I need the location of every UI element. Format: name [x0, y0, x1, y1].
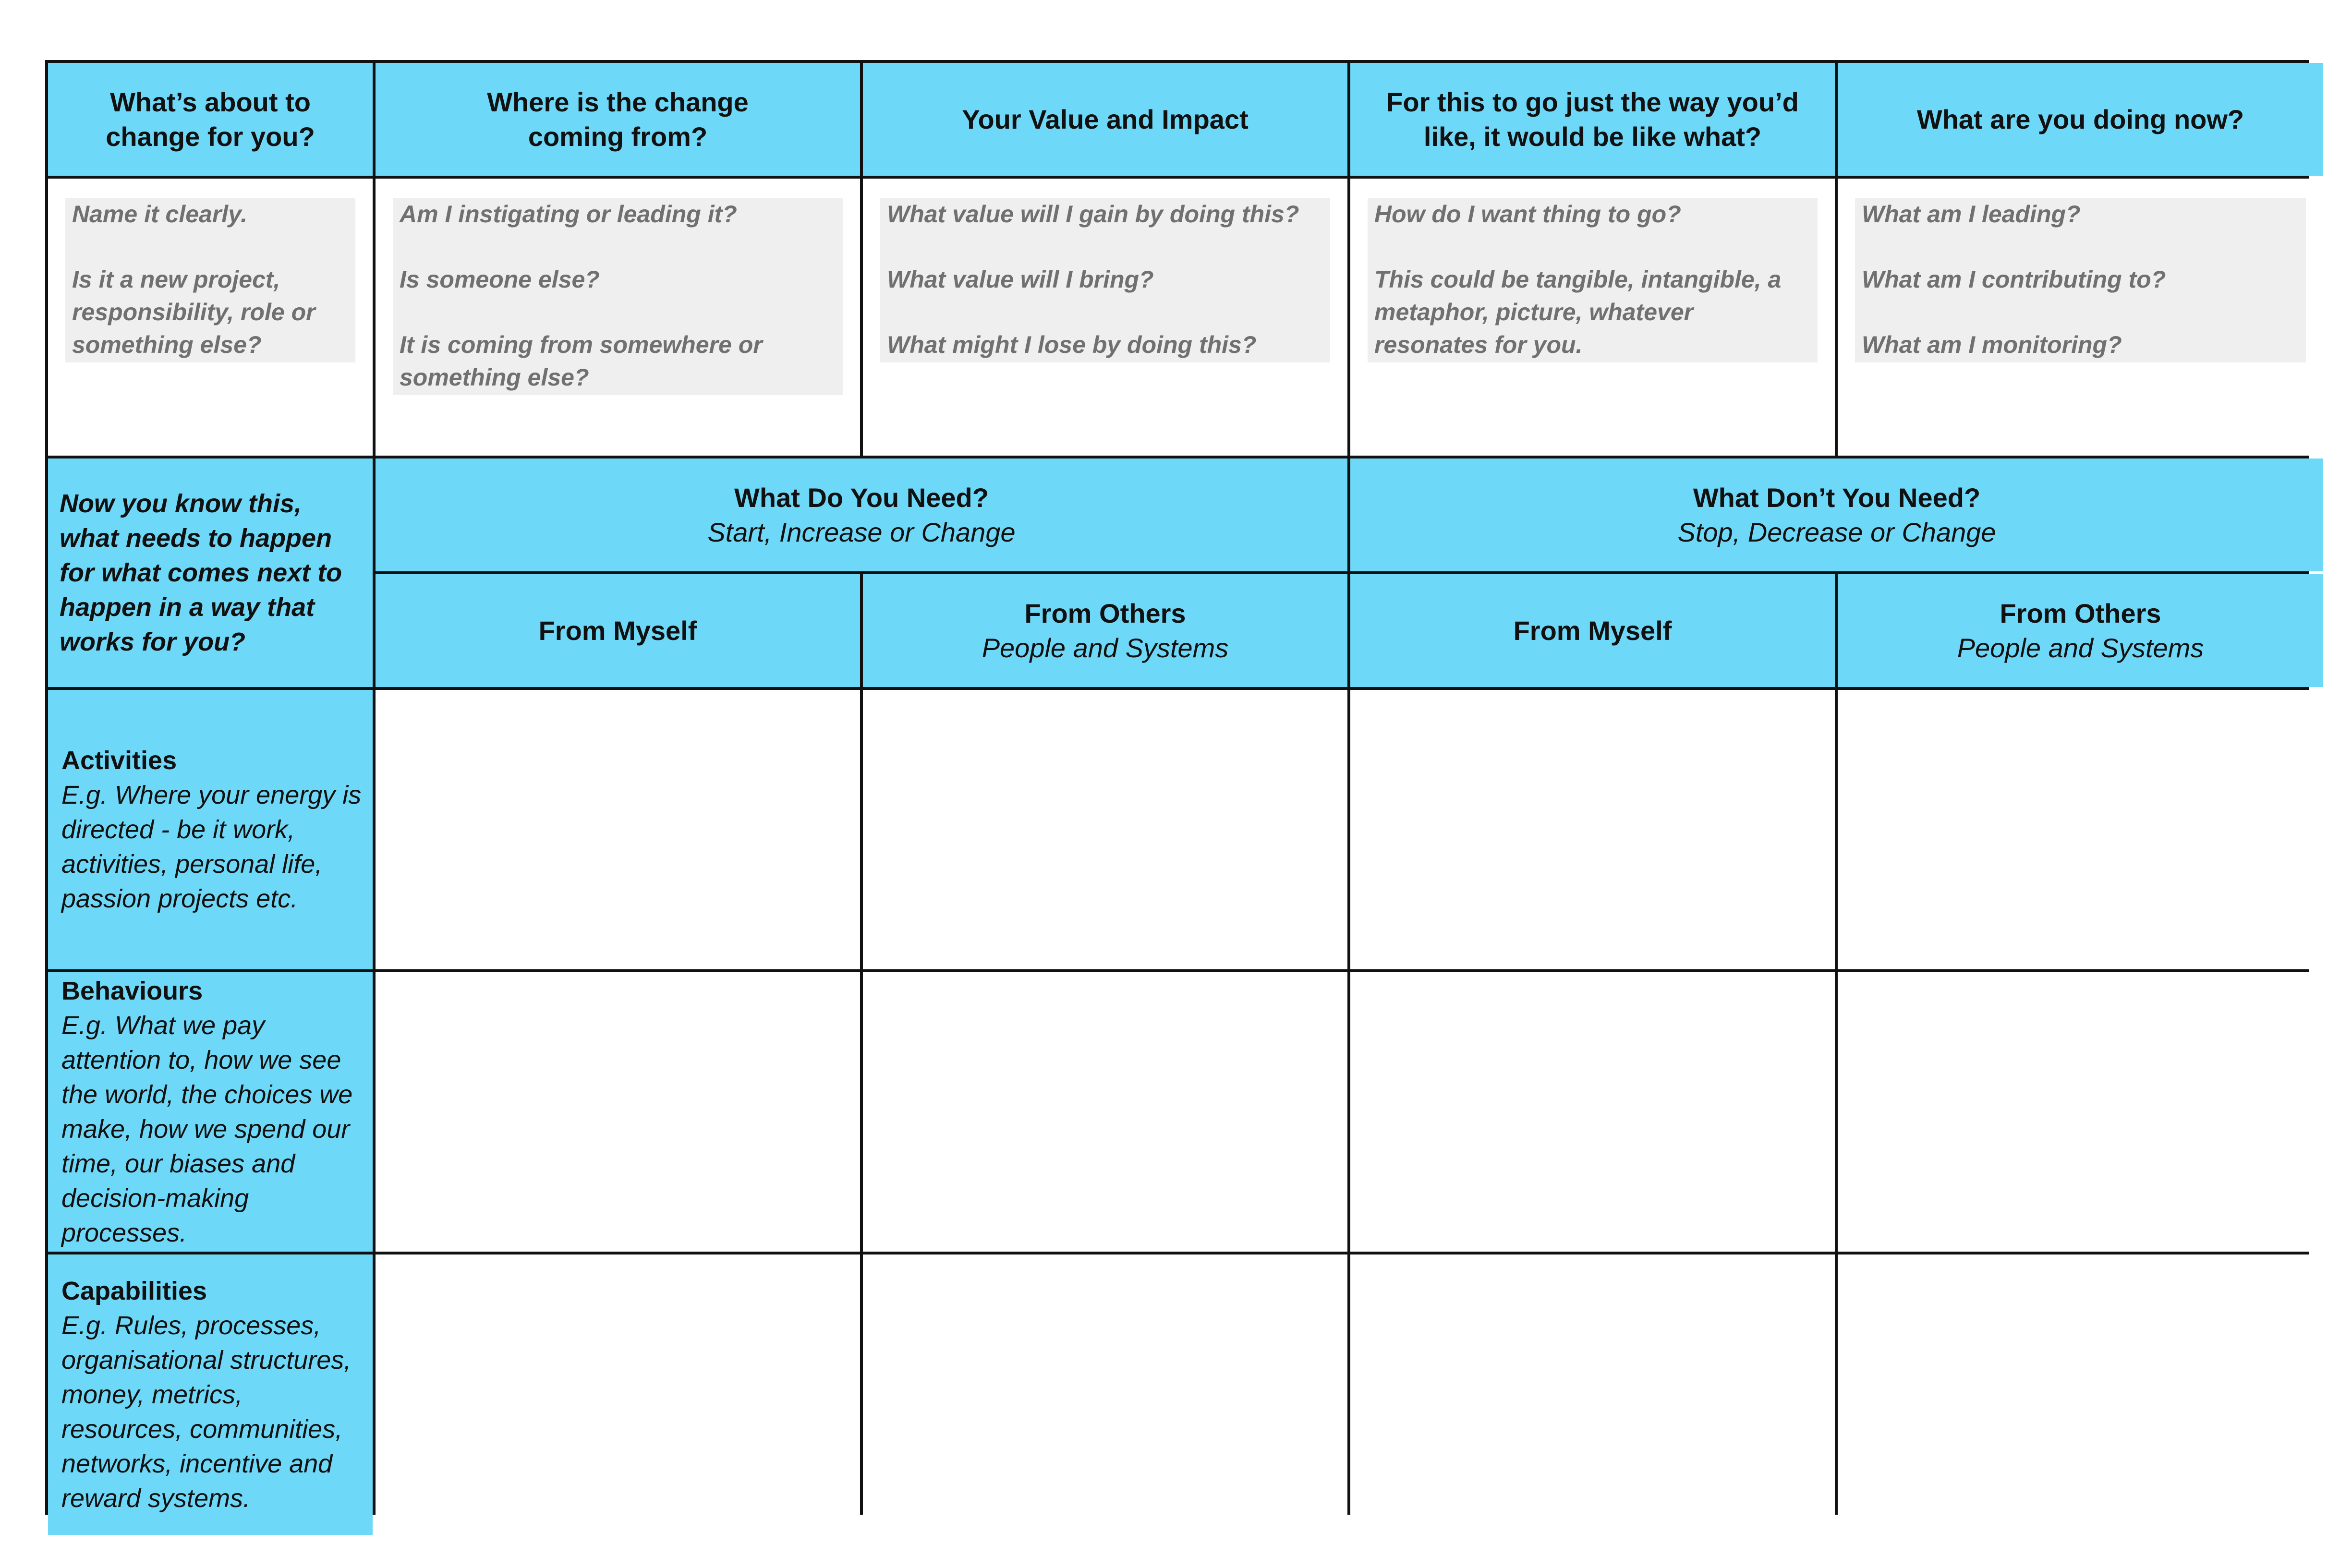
row-description: E.g. Where your energy is directed - be it work, activities, personal life, passion projects etc.: [61, 781, 362, 913]
row-title: Capabilities: [61, 1277, 207, 1305]
header-where-change-coming-from: [376, 63, 860, 176]
side-question-text: Now you know this, what needs to happen for what comes next to happen in a way that works for you?: [60, 489, 342, 656]
subheader-sublabel: People and Systems: [1957, 632, 2204, 663]
prompt-box: [65, 198, 355, 362]
prompt-line: What value will I gain by doing this?: [887, 201, 1299, 228]
prompt-line: Am I instigating or leading it?: [400, 201, 737, 228]
header-label: What’s about to change for you?: [106, 86, 315, 152]
dont-need-subtitle: Stop, Decrease or Change: [1677, 517, 1996, 547]
prompt-box: [393, 198, 843, 395]
entry-cell[interactable]: [863, 690, 1347, 969]
prompt-box: [880, 198, 1330, 362]
prompt-line: It is coming from somewhere or something else?: [400, 331, 763, 391]
header-what-dont-you-need: [1350, 458, 2323, 571]
header-what-do-you-need: [376, 458, 1347, 571]
entry-cell[interactable]: [1838, 972, 2323, 1252]
header-how-it-would-go: [1350, 63, 1835, 176]
header-label: What are you doing now?: [1916, 104, 2244, 134]
subheader-dont-need-from-myself: [1350, 574, 1835, 687]
row-description: E.g. What we pay attention to, how we see the world, the choices we make, how we spend our time, our biases and decision-making processes.: [61, 1011, 353, 1247]
subheader-label: From Others: [2000, 598, 2161, 628]
subheader-sublabel: People and Systems: [982, 632, 1229, 663]
subheader-label: From Others: [1024, 598, 1186, 628]
header-what-doing-now: [1838, 63, 2323, 176]
prompt-cell-now[interactable]: [1838, 179, 2323, 456]
prompt-box: [1855, 198, 2306, 362]
prompt-box: [1368, 198, 1818, 362]
header-value-and-impact: [863, 63, 1347, 176]
subheader-label: From Myself: [538, 615, 697, 646]
need-title: What Do You Need?: [734, 482, 989, 513]
prompt-line: What value will I bring?: [887, 266, 1154, 293]
need-subtitle: Start, Increase or Change: [707, 517, 1016, 547]
header-whats-about-to-change: [48, 63, 373, 176]
entry-cell[interactable]: [863, 972, 1347, 1252]
header-label: Your Value and Impact: [962, 104, 1249, 134]
side-question: [48, 458, 373, 687]
subheader-need-from-others: [863, 574, 1347, 687]
prompt-line: What am I monitoring?: [1862, 331, 2122, 358]
prompt-line: Name it clearly.: [72, 201, 248, 228]
prompt-cell-source[interactable]: [376, 179, 860, 456]
subheader-label: From Myself: [1513, 615, 1672, 646]
entry-cell[interactable]: [1838, 1254, 2323, 1535]
entry-cell[interactable]: [1350, 1254, 1835, 1535]
prompt-line: How do I want thing to go?: [1374, 201, 1681, 228]
dont-need-title: What Don’t You Need?: [1693, 482, 1981, 513]
prompt-cell-value[interactable]: [863, 179, 1347, 456]
subheader-dont-need-from-others: [1838, 574, 2323, 687]
entry-cell[interactable]: [376, 690, 860, 969]
entry-cell[interactable]: [376, 972, 860, 1252]
entry-cell[interactable]: [376, 1254, 860, 1535]
prompt-cell-change[interactable]: [48, 179, 373, 456]
prompt-line: What might I lose by doing this?: [887, 331, 1257, 358]
prompt-line: Is someone else?: [400, 266, 600, 293]
entry-cell[interactable]: [1350, 690, 1835, 969]
subheader-need-from-myself: [376, 574, 860, 687]
prompt-line: This could be tangible, intangible, a metaphor, picture, whatever resonates for you.: [1374, 266, 1782, 358]
entry-cell[interactable]: [863, 1254, 1347, 1535]
header-label: Where is the change coming from?: [487, 86, 749, 152]
prompt-line: What am I leading?: [1862, 201, 2081, 228]
row-title: Activities: [61, 746, 177, 775]
entry-cell[interactable]: [1838, 690, 2323, 969]
prompt-cell-outcome[interactable]: [1350, 179, 1835, 456]
row-description: E.g. Rules, processes, organisational structures, money, metrics, resources, communities, networks, incentive and reward systems.: [61, 1311, 352, 1513]
row-label-activities: [48, 690, 373, 969]
header-label: For this to go just the way you’d like, it would be like what?: [1386, 86, 1799, 152]
prompt-line: What am I contributing to?: [1862, 266, 2166, 293]
row-label-behaviours: [48, 972, 373, 1252]
prompt-line: Is it a new project, responsibility, role or something else?: [72, 266, 315, 358]
entry-cell[interactable]: [1350, 972, 1835, 1252]
change-planning-worksheet: [45, 60, 2309, 1515]
row-title: Behaviours: [61, 977, 203, 1005]
row-label-capabilities: [48, 1254, 373, 1535]
